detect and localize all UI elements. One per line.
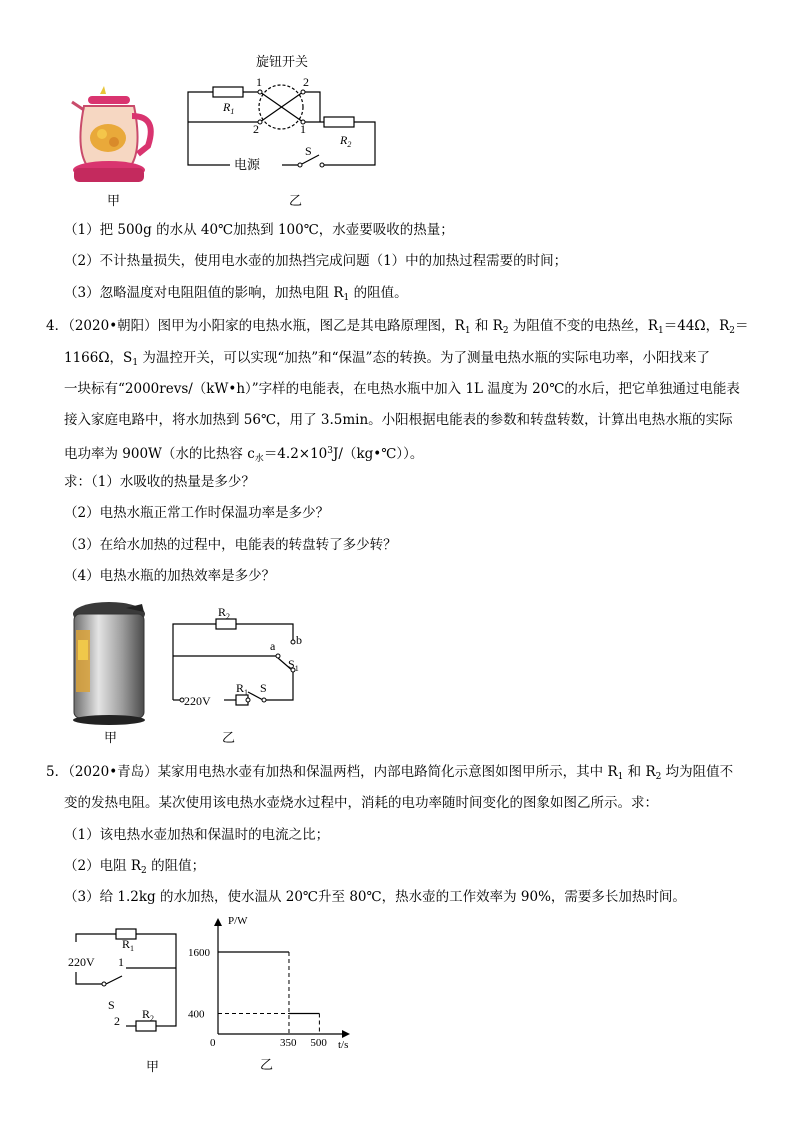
terminal-1-top: 1 (256, 75, 262, 89)
fig2-r1-label: $R_1$ (236, 681, 249, 697)
q4-line5: 电功率为 900W（水的比热容 $c_水=4.2\times 10^3J/(kg•℃)$）。 (64, 446, 424, 464)
fig3-voltage-label: 220V (68, 955, 95, 969)
chart-y-axis-label: P/W (228, 915, 248, 927)
terminal-2-bottom: 2 (253, 122, 259, 136)
q3-part3: （3）忽略温度对电阻阻值的影响，加热电阻 $R_1$ 的阻值。 (64, 285, 408, 303)
q4-line3: 一块标有“2000revs/（kW•h）”字样的电能表，在电热水瓶中加入 1L 温度为 20℃的水后，把它单独通过电能表 (64, 381, 740, 397)
chart-x-axis-label: t/s (338, 1039, 349, 1051)
q5-line2: 变的发热电阻。某次使用该电热水壶烧水过程中，消耗的电功率随时间变化的图象如图乙所示。求： (64, 795, 658, 811)
fig3-r2-label: $R_2$ (142, 1007, 155, 1023)
q4-part3: （3）在给水加热的过程中，电能表的转盘转了多少转？ (64, 537, 397, 553)
fig3-r1-label: $R_1$ (122, 937, 135, 953)
fig1-switch-s-label: S (305, 144, 312, 158)
q4-part2: （2）电热水瓶正常工作时保温功率是多少？ (64, 505, 330, 521)
fig2-caption-jia: 甲 (104, 731, 118, 746)
terminal-1-bottom: 1 (300, 122, 306, 136)
y-tick-label-400: 400 (188, 1008, 205, 1021)
y-tick-label-1600: 1600 (188, 947, 210, 959)
x-tick-label-500: 500 (310, 1037, 327, 1049)
fig2-terminal-b: b (296, 633, 302, 647)
fig1-circuit (180, 52, 390, 180)
q4-part4: （4）电热水瓶的加热效率是多少？ (64, 568, 276, 584)
fig2-s1-label: $S_1$ (288, 657, 299, 673)
fig2-terminal-a: a (270, 639, 276, 653)
q4-ask: 求：（1）水吸收的热量是多少？ (64, 474, 255, 490)
fig1-caption-yi: 乙 (289, 194, 303, 209)
thermos-photo (66, 600, 152, 726)
fig2-switch-s-label: S (260, 681, 267, 695)
fig3-caption-jia: 甲 (146, 1060, 160, 1075)
fig3-contact-1: 1 (118, 955, 124, 969)
fig1-r1-label: $R_1$ (223, 100, 235, 116)
terminal-2-top: 2 (303, 75, 309, 89)
q4-line4: 接入家庭电路中，将水加热到 56℃，用了 3.5min。小阳根据电能表的参数和转盘转数，计算出电热水瓶的实际 (64, 412, 733, 428)
fig2-voltage-label: 220V (184, 694, 211, 708)
q5-part1: （1）该电热水壶加热和保温时的电流之比； (64, 827, 330, 843)
fig3-contact-2: 2 (114, 1014, 120, 1028)
chart-origin-label: 0 (210, 1037, 216, 1049)
q5-part2: （2）电阻 $R_2$ 的阻值； (64, 858, 206, 876)
q4-line2: 1166Ω，$S_1$ 为温控开关，可以实现“加热”和“保温”态的转换。为了测量电热水瓶的实际电功率，小阳找来了 (64, 350, 710, 368)
fig2-circuit (166, 600, 306, 718)
q4-line1: 4．（2020•朝阳）图甲为小阳家的电热水瓶，图乙是其电路原理图，$R_1$ 和 $R_2$ 为阻值不变的电热丝，$R_1=44\Omega$，$R_2=$ (46, 318, 749, 336)
fig1-power-source-label: 电源 (234, 157, 261, 172)
fig1-r2-label: $R_2$ (340, 133, 352, 149)
q5-line1: 5．（2020•青岛）某家用电热水壶有加热和保温两档，内部电路简化示意图如图甲所示，其中 $R_1$ 和 $R_2$ 均为阻值不 (46, 764, 734, 782)
power-time-chart (186, 912, 362, 1052)
chart-caption-yi: 乙 (260, 1058, 274, 1073)
fig3-switch-s-label: S (108, 998, 115, 1012)
switch-label: 旋钮开关 (256, 54, 309, 69)
q5-part3: （3）给 1.2kg 的水加热，使水温从 20℃升至 80℃，热水壶的工作效率为 90%，需要多长加热时间。 (64, 889, 686, 905)
x-tick-label-350: 350 (279, 1037, 297, 1049)
fig2-caption-yi: 乙 (222, 731, 236, 746)
fig3-circuit (62, 920, 190, 1038)
q3-part1: （1）把 500g 的水从 40℃加热到 100℃，水壶要吸收的热量； (64, 222, 454, 238)
fig1-caption-jia: 甲 (107, 194, 121, 209)
q3-part2: （2）不计热量损失，使用电水壶的加热挡完成问题（1）中的加热过程需要的时间； (64, 253, 568, 269)
fig2-r2-label: $R_2$ (218, 605, 231, 621)
kettle-photo (66, 86, 162, 186)
